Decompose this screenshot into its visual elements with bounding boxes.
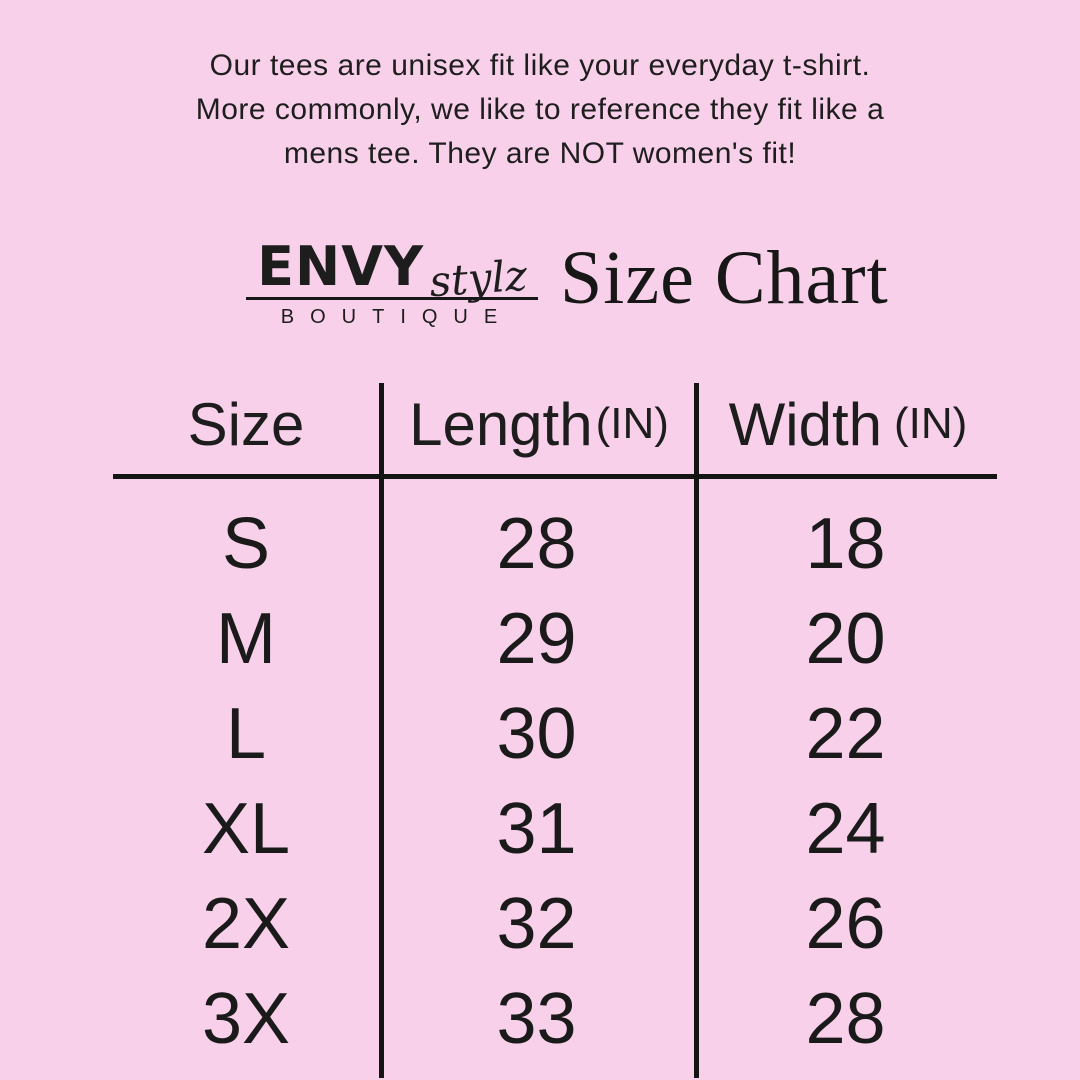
size-chart-table [113,496,997,1066]
length-cell: 33 [496,978,577,1059]
length-cell: 31 [496,788,577,869]
size-cell: S [221,503,271,584]
column-header-length [384,380,694,468]
column-header-width-label: Width [728,390,883,458]
width-cell: 18 [805,503,886,584]
size-cell: 3X [201,978,291,1059]
page-title: Size Chart [560,236,889,320]
brand-name-primary: ENVY [257,235,425,298]
intro-line-2: More commonly, we like to reference they fit like a [195,93,885,126]
size-cell: M [216,598,276,679]
brand-logo [246,235,538,330]
size-cell: XL [201,788,291,869]
intro-line-3: mens tee. They are NOT women's fit! [283,137,797,170]
column-header-width [699,380,997,468]
length-cell: 30 [496,693,577,774]
size-cell: 2X [201,883,291,964]
column-header-length-label: Length [409,390,593,458]
column-header-length-unit: (IN) [595,399,669,448]
column-header-size-label: Size [187,390,305,458]
intro-line-1: Our tees are unisex fit like your everyday t-shirt. [209,49,871,82]
intro-paragraph [0,44,1080,176]
column-header-size [113,380,379,468]
width-cell: 26 [805,883,886,964]
width-cell: 24 [805,788,886,869]
table-header-divider [113,474,997,479]
brand-wordmark [246,235,538,307]
length-cell: 32 [496,883,577,964]
size-cell: L [225,693,267,774]
brand-name-secondary: BOUTIQUE [280,306,514,328]
brand-name-script: stylz [427,250,529,307]
width-cell: 22 [805,693,886,774]
width-cell: 20 [805,598,886,679]
width-cell: 28 [805,978,886,1059]
column-header-width-unit: (IN) [894,399,968,448]
length-cell: 28 [496,503,577,584]
length-cell: 29 [496,598,577,679]
